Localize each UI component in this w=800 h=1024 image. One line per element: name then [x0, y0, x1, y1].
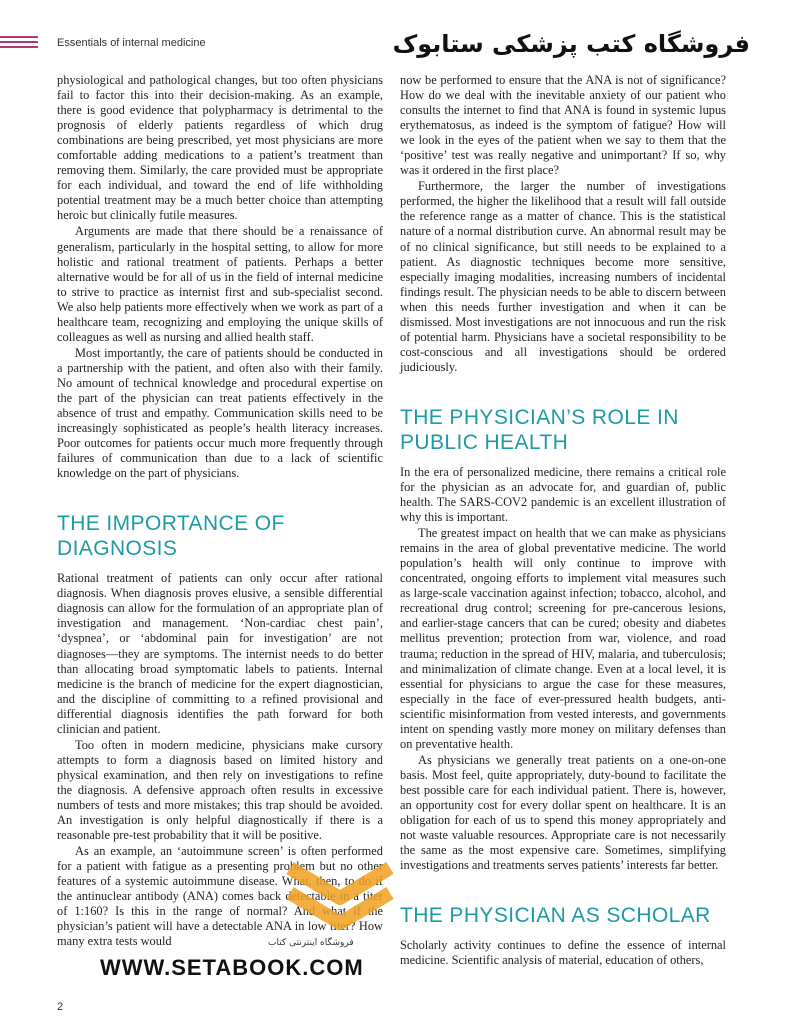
watermark-logo [270, 858, 410, 948]
paragraph: In the era of personalized medicine, there remains a critical role for the physician as an advocate for, and guardian of, public health. The SARS-COV2 pandemic is an excellent illustration of why this is important. [400, 464, 726, 525]
section-heading-scholar: THE PHYSICIAN AS SCHOLAR [400, 904, 711, 928]
paragraph: As physicians we generally treat patients on a one-on-one basis. Most feel, quite appropriately, duty-bound to facilitate the best possible care for each individual patient. There is, however, an opportunity cost for every dollar spent on healthcare. It is an obligation for each of us to spend this money appropriately and not waste valuable resources. Appropriate care is not necessarily the same as the most expensive care. Sometimes, simplifying investigations and treatments serves patients’ interests far better. [400, 752, 726, 873]
page-number: 2 [57, 1001, 64, 1013]
paragraph: The greatest impact on health that we can make as physicians remains in the area of global preventative medicine. The world population’s health will only continue to improve with concentrated, ongoing efforts to implement vital measures such as large-scale vaccination against infection; tobacco, alcohol, and recreational drug control; screening for pre-cancerous lesions, and earlier-stage cancers that can be cured; obesity and diabetes mellitus prevention; protection from war, violence, and road trauma; reduction in the spread of HIV, malaria, and tuberculosis; and minimalization of climate change. Even at a local level, it is essential for physicians to argue the case for these measures, especially in the face of ever-pressured health budgets, anti-scientific misinformation from vested interests, and governments intent on spending vastly more money on military defenses than on preventative health. [400, 526, 726, 751]
paragraph: now be performed to ensure that the ANA is not of significance? How do we deal with the inevitable anxiety of our patient who consults the internet to find that ANA is found in systemic lupus erythematosus, as indeed is the symptom of fatigue? How will we look in the eyes of the patient when we say to them that the ‘positive’ test was really negative and unimportant? If so, why was it ordered in the first place? [400, 73, 726, 178]
paragraph: Scholarly activity continues to define the essence of internal medicine. Scientific analysis of material, education of others, [400, 938, 726, 968]
paragraph: physiological and pathological changes, but too often physicians fail to factor this into their decision-making. As an example, there is good evidence that polypharmacy is detrimental to the prognosis of elderly patients regardless of which drug combinations are being prescribed, yet most physicians are more comfortable adding medications to a patient’s treatment than removing them. Similarly, the care provided must be appropriate for each individual, and toward the end of life withholding potential treatment may be a much better choice than attempting heroic but clinically futile measures. [57, 73, 383, 223]
left-column [57, 73, 383, 950]
header-accent-stripes [0, 36, 38, 51]
paragraph: Arguments are made that there should be a renaissance of generalism, particularly in the hospital setting, to allow for more holistic and rational treatment of patients. Perhaps a better alternative would be for all of us in the field of internal medicine to strive to practice as internist first and sub-specialist second. We also help patients more effectively when we work as part of a healthcare team, recognizing and employing the unique skills of colleagues as well as nursing and allied health staff. [57, 224, 383, 344]
watermark-tagline: فروشگاه اینترنتی کتاب [268, 938, 354, 948]
watermark-url: WWW.SETABOOK.COM [100, 955, 364, 980]
right-column [400, 73, 726, 969]
watermark-brand-title: فروشگاه کتب پزشکی ستابوک [392, 30, 750, 58]
paragraph: As an example, an ‘autoimmune screen’ is often performed for a patient with fatigue as a presenting problem but no other features of a systemic autoimmune disease. What, then, to do if the antinuclear antibody (ANA) comes back detectable in a titer of 1:160? Is this in the range of normal? And what if the physician’s patient will have a detectable ANA in low titer? How many extra tests would [57, 844, 383, 949]
paragraph: Too often in modern medicine, physicians make cursory attempts to form a diagnosis based on limited history and physical examination, and then rely on investigations to refine the diagnosis. A defensive approach often results in excessive numbers of tests and more mistakes; this trap should be avoided. An investigation is only helpful diagnostically if there is a reasonable pre-test probability that it will be positive. [57, 737, 383, 843]
paragraph: Most importantly, the care of patients should be conducted in a partnership with the patient, and often also with their family. No amount of technical knowledge and procedural expertise on the part of the physician can treat patients effectively in the absence of trust and empathy. Communication skills need to be increasingly sophisticated as people’s health literacy increases. Poor outcomes for patients occur much more frequently through failures of communication than due to a lack of scientific knowledge on the part of physicians. [57, 345, 383, 481]
paragraph: Rational treatment of patients can only occur after rational diagnosis. When diagnosis proves elusive, a sensible differential diagnosis can allow for the formulation of an appropriate plan of investigation and management. ‘Non-cardiac chest pain’, ‘dyspnea’, or ‘abdominal pain for investigation’ are not diagnoses—they are symptoms. The internist needs to do better than allocating broad symptomatic labels to patients. Internal medicine is the branch of medicine for the expert diagnostician, and the discipline of committing to a refined provisional and differential diagnosis identifies the path forward for both clinician and patient. [57, 571, 383, 736]
running-head: Essentials of internal medicine [57, 37, 206, 49]
section-heading-public-health: THE PHYSICIAN’S ROLE IN PUBLIC HEALTH [400, 405, 679, 454]
paragraph: Furthermore, the larger the number of investigations performed, the higher the likelihood that a result will fall outside the reference range as a matter of chance. This is the statistical nature of a normal distribution curve. An abnormal result may be of no clinical significance, but still needs to be explained to a patient. As diagnostic techniques become more sensitive, especially imaging modalities, increasing numbers of incidental findings result. The physician needs to be able to discern between when this needs further investigation and when it can be dismissed. Most investigations are not innocuous and run the risk of potential harm. Physicians have a societal responsibility to be cost-conscious and all investigations should be ordered judiciously. [400, 179, 726, 374]
section-heading-diagnosis: THE IMPORTANCE OF DIAGNOSIS [57, 512, 285, 561]
